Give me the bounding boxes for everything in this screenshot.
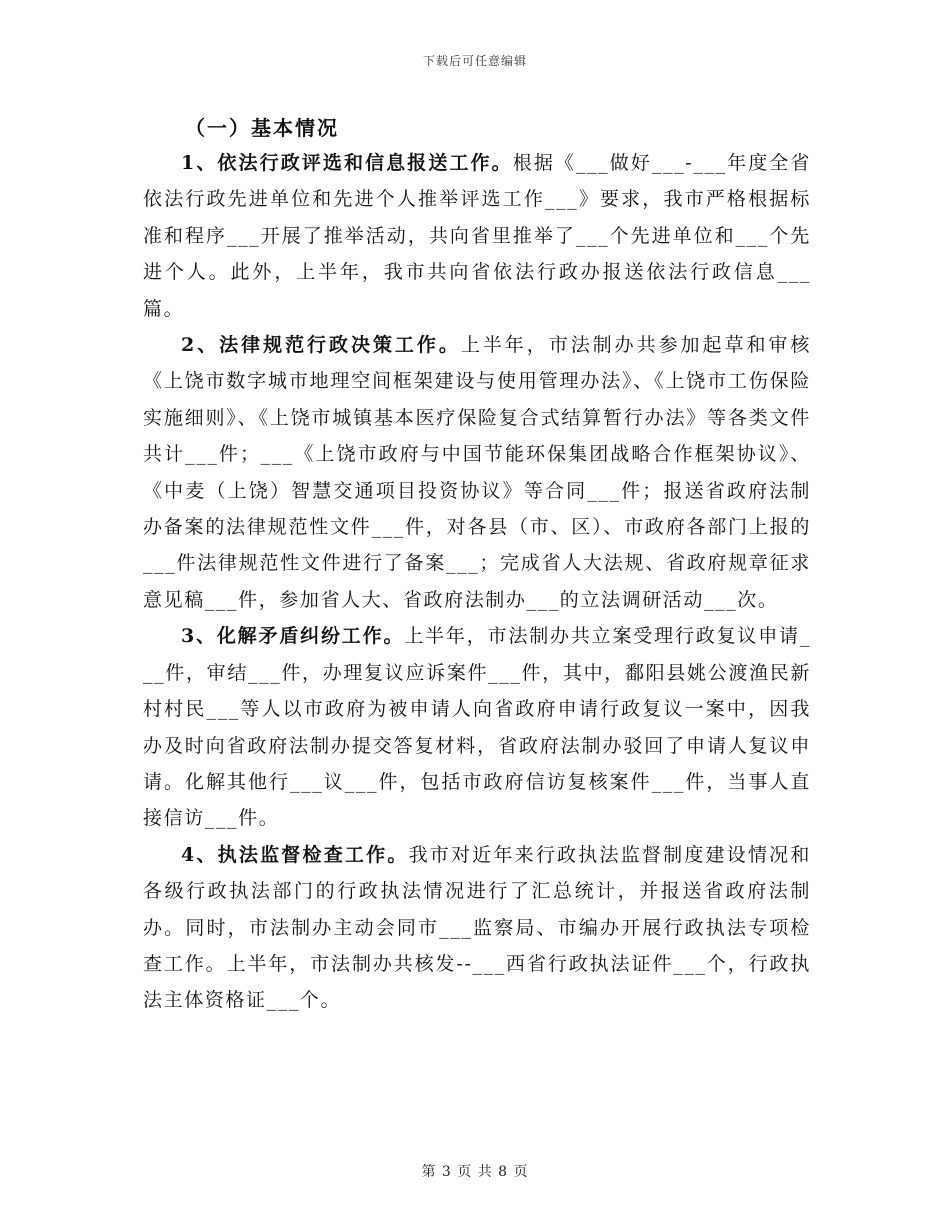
paragraph-4-text: 我市对近年来行政执法监督制度建设情况和各级行政执法部门的行政执法情况进行了汇总统计，并报送省政府法制办。同时，市法制办主动会同市___监察局、市编办开展行政执法专项检查工作。上半年，市法制办共核发--___西省行政执法证件___个，行政执法主体资格证___个。 — [143, 843, 811, 1012]
paragraph-3-text: 上半年，市法制办共立案受理行政复议申请___件，审结___件，办理复议应诉案件___件，其中，鄱阳县姚公渡渔民新村村民___等人以市政府为被申请人向省政府申请行政复议一案中，因我办及时向省政府法制办提交答复材料，省政府法制办驳回了申请人复议申请。化解其他行___议___件，包括市政府信访复核案件___件，当事人直接信访___件。 — [143, 625, 811, 830]
page-header: 下载后可任意编辑 — [422, 54, 527, 68]
paragraph-3 — [143, 618, 811, 836]
paragraph-2 — [143, 327, 811, 618]
paragraph-2-heading: 2、法律规范行政决策工作。 — [181, 334, 461, 357]
paragraph-4-heading: 4、执法监督检查工作。 — [181, 843, 409, 866]
paragraph-1-heading: 1、依法行政评选和信息报送工作。 — [181, 152, 513, 174]
paragraph-1 — [143, 145, 811, 327]
paragraph-2-text: 上半年，市法制办共参加起草和审核《上饶市数字城市地理空间框架建设与使用管理办法》、《上饶市工伤保险实施细则》、《上饶市城镇基本医疗保险复合式结算暂行办法》等各类文件共计___件；___《上饶市政府与中国节能环保集团战略合作框架协议》、《中麦（上饶）智慧交通项目投资协议》等合同___件；报送省政府法制办备案的法律规范性文件___件，对各县（市、区）、市政府各部门上报的___件法律规范性文件进行了备案___；完成省人大法规、省政府规章征求意见稿___件，参加省人大、省政府法制办___的立法调研活动___次。 — [143, 334, 811, 611]
page-number-footer: 第 3 页 共 8 页 — [421, 1164, 529, 1180]
paragraph-1-text: 根据《___做好___-___年度全省依法行政先进单位和先进个人推举评选工作___》要求，我市严格根据标准和程序___开展了推举活动，共向省里推举了___个先进单位和___个先进个人。此外，上半年，我市共向省依法行政办报送依法行政信息___篇。 — [143, 152, 811, 320]
paragraph-3-heading: 3、化解矛盾纠纷工作。 — [181, 625, 405, 648]
document-body — [143, 112, 811, 1019]
section-title: （一）基本情况 — [185, 116, 339, 140]
paragraph-4 — [143, 837, 811, 1019]
